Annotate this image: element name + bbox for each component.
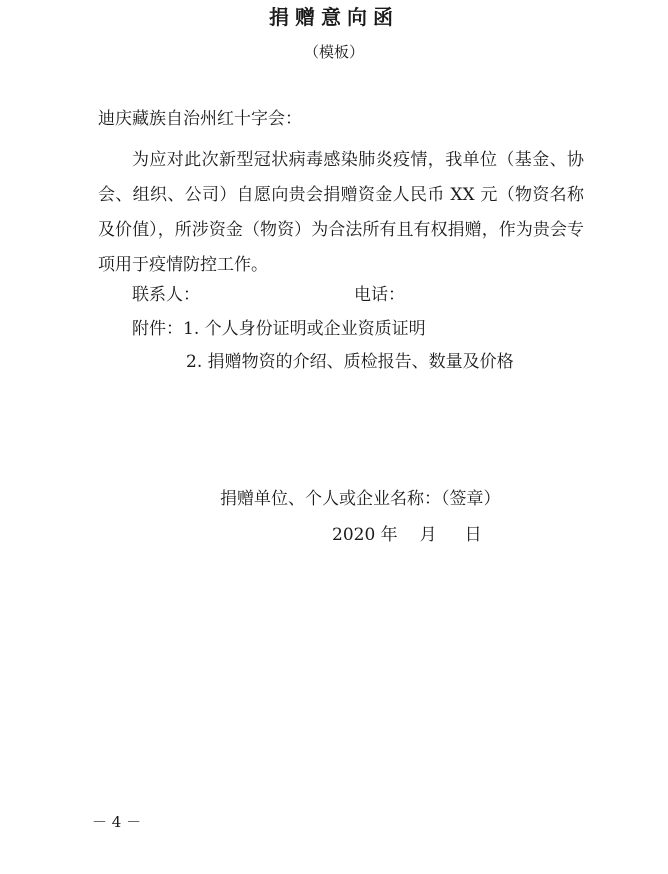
page-number: － 4 － xyxy=(92,813,142,831)
phone-label: 电话： xyxy=(354,285,405,305)
document-subtitle: （模板） xyxy=(303,43,364,61)
date-line xyxy=(332,524,482,546)
salutation: 迪庆藏族自治州红十字会： xyxy=(98,109,302,129)
body-paragraph: 为应对此次新型冠状病毒感染肺炎疫情，我单位（基金、协会、组织、公司）自愿向贵会捐赠资金人民币 XX 元（物资名称及价值），所涉资金（物资）为合法所有且有权捐赠，作为贵会专项用于疫情防控工作。 xyxy=(98,150,584,275)
contact-label: 联系人： xyxy=(132,285,200,305)
contact-line xyxy=(132,284,532,306)
document-title: 捐赠意向函 xyxy=(269,5,399,29)
date-day: 日 xyxy=(464,525,482,545)
date-month: 月 xyxy=(419,525,437,545)
attachment-item-2: 2. 捐赠物资的介绍、质检报告、数量及价格 xyxy=(186,352,514,372)
attachment-item-1: 附件：1. 个人身份证明或企业资质证明 xyxy=(132,319,426,339)
date-year: 2020 年 xyxy=(332,525,398,545)
signer-line: 捐赠单位、个人或企业名称：（签章） xyxy=(220,489,501,509)
